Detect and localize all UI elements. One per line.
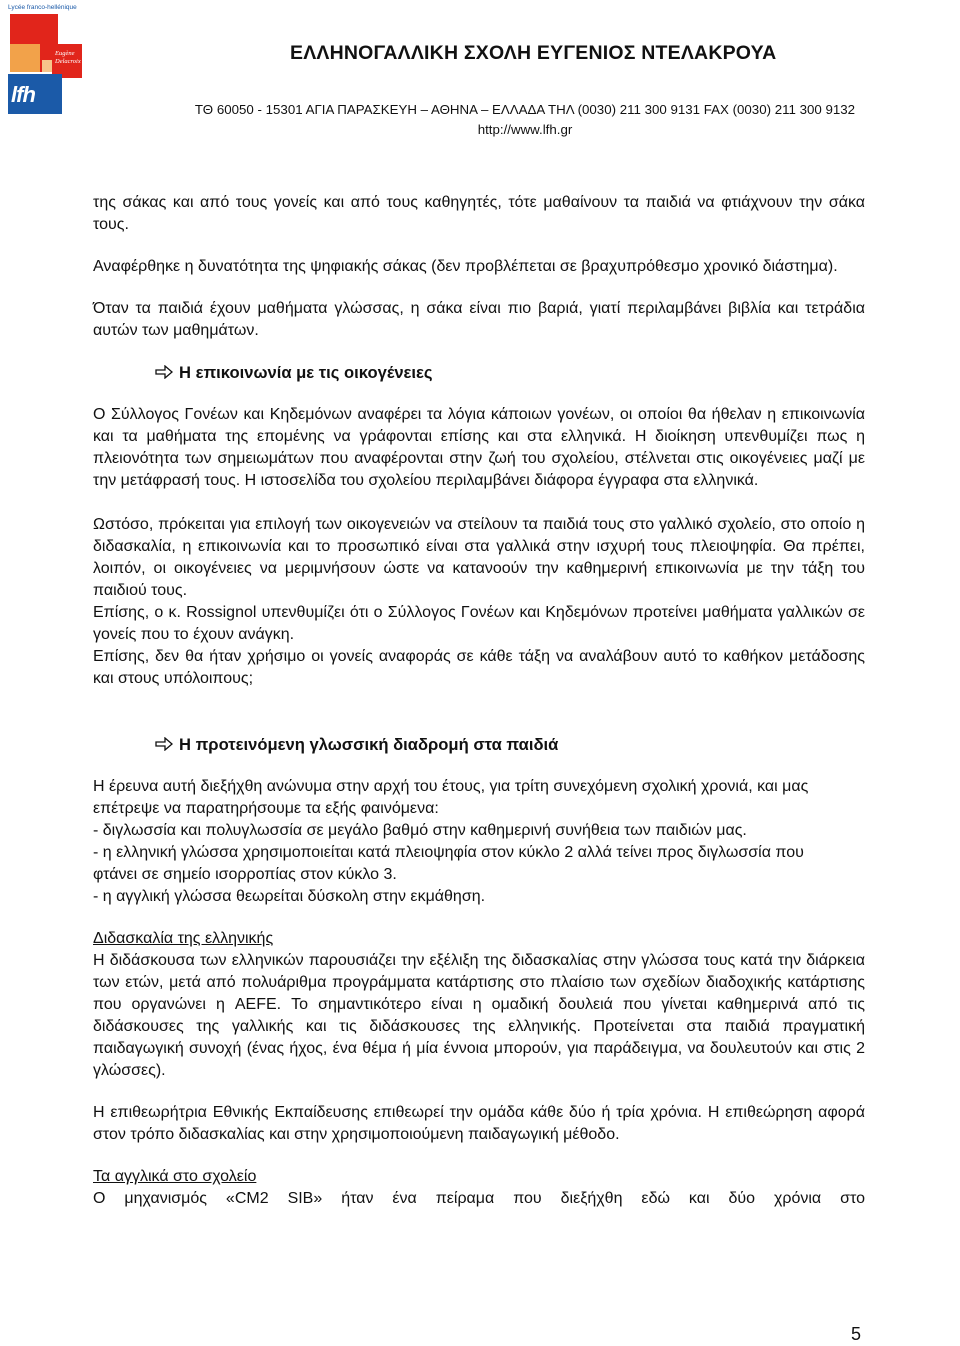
list-item: - η αγγλική γλώσσα θεωρείται δύσκολη στην εκμάθηση. [93, 888, 486, 905]
paragraph: Αναφέρθηκε η δυνατότητα της ψηφιακής σάκας (δεν προβλέπεται σε βραχυπρόθεσμο χρονικό διάστημα). [93, 258, 838, 275]
section-heading-communication [93, 362, 865, 384]
paragraph: Η διδάσκουσα των ελληνικών παρουσιάζει την εξέλιξη της διδασκαλίας στην γλώσσα τους κατά την διάρκεια των ετών, μετά από πολυάριθμα προγράμματα κατάρτισης στο πλαίσιο των σχεδίων διαδοχικής κατάρτισης που οργανώνει η AEFE. Το σημαντικότερο είναι η ομαδική δουλειά που γίνεται καθημερινά από τις διδάσκουσες της γαλλικής και τις διδάσκουσες της ελληνικής. Προτείνεται στα παιδιά πραγματική παιδαγωγική συνοχή (ένας ήχος, ένα θέμα ή μία έννοια μπορούν, για παράδειγμα, να δουλευτούν και στις 2 γλώσσες). [93, 952, 865, 1079]
logo-top-text: Lycée franco-hellénique [8, 4, 77, 11]
subheading-english-at-school: Τα αγγλικά στο σχολείο [93, 1168, 257, 1185]
subheading-greek-teaching: Διδασκαλία της ελληνικής [93, 930, 274, 947]
section-heading-text: Η προτεινόμενη γλωσσική διαδρομή στα παιδιά [179, 735, 559, 754]
school-logo [8, 4, 82, 114]
logo-wordmark: Eugène Delacroix [55, 50, 81, 65]
list-item: - διγλωσσία και πολυγλωσσία σε μεγάλο βαθμό στην καθημερινή συνήθεια των παιδιών μας. [93, 822, 747, 839]
paragraph: Όταν τα παιδιά έχουν μαθήματα γλώσσας, η σάκα είναι πιο βαριά, γιατί περιλαμβάνει βιβλία και τετράδια αυτών των μαθημάτων. [93, 300, 865, 339]
paragraph: Η επιθεωρήτρια Εθνικής Εκπαίδευσης επιθεωρεί την ομάδα κάθε δύο ή τρία χρόνια. Η επιθεώρηση αφορά στον τρόπο διδασκαλίας και στην χρησιμοποιούμενη παιδαγωγική μέθοδο. [93, 1104, 865, 1143]
page-number: 5 [851, 1324, 862, 1344]
arrow-right-icon [155, 737, 173, 751]
website-link[interactable]: http://www.lfh.gr [477, 122, 573, 137]
paragraph: Ωστόσο, πρόκειται για επιλογή των οικογενειών να στείλουν τα παιδιά τους στο γαλλικό σχολείο, στο οποίο η διδασκαλία, η επικοινωνία και το προσωπικό είναι στα γαλλικά στην ισχυρή τους πλειοψηφία. Θα πρέπει, λοιπόν, οι οικογένειες να μεριμνήσουν ώστε να κατανοούν την καθημερινή επικοινωνία με την τάξη του παιδιού τους. [93, 516, 865, 599]
section-heading-language-path [93, 734, 865, 756]
paragraph: Ο Σύλλογος Γονέων και Κηδεμόνων αναφέρει τα λόγια κάποιων γονέων, οι οποίοι θα ήθελαν η επικοινωνία και τα μαθήματα της επομένης να γράφονται επίσης και στα ελληνικά. Η διοίκηση υπενθυμίζει πως η πλειονότητα των σημειωμάτων που αναφέρονται στην ζωή του σχολείου, στέλνεται στις οικογένειες μαζί με την μετάφρασή τους. Η ιστοσελίδα του σχολείου περιλαμβάνει διάφορα έγγραφα στα ελληνικά. [93, 406, 865, 489]
paragraph: Η έρευνα αυτή διεξήχθη ανώνυμα στην αρχή του έτους, για τρίτη συνεχόμενη σχολική χρονιά, και μας επέτρεψε να παρατηρήσουμε τα εξής φαινόμενα: [93, 778, 809, 817]
paragraph: Επίσης, ο κ. Rossignol υπενθυμίζει ότι ο Σύλλογος Γονέων και Κηδεμόνων προτείνει μαθήματα γαλλικών σε γονείς που το έχουν ανάγκη. [93, 604, 865, 643]
list-item: - η ελληνική γλώσσα χρησιμοποιείται κατά πλειοψηφία στον κύκλο 2 αλλά τείνει προς διγλωσσία που φτάνει σε σημείο ισορροπίας στον κύκλο 3. [93, 844, 804, 883]
document-body [93, 192, 865, 1210]
school-name: ΕΛΛΗΝΟΓΑΛΛΙΚΗ ΣΧΟΛΗ ΕΥΓΕΝΙΟΣ ΝΤΕΛΑΚΡΟΥΑ [290, 42, 777, 64]
logo-lfh: lfh [11, 82, 35, 107]
section-heading-text: Η επικοινωνία με τις οικογένειες [179, 363, 433, 382]
arrow-right-icon [155, 365, 173, 379]
address-line: ΤΘ 60050 - 15301 ΑΓΙΑ ΠΑΡΑΣΚΕΥΗ – ΑΘΗΝΑ – ΕΛΛΑΔΑ ΤΗΛ (0030) 211 300 9131 FAX (0030) 211 300 9132 [194, 102, 856, 117]
paragraph: Ο μηχανισμός «CM2 SIB» ήταν ένα πείραμα που διεξήχθη εδώ και δύο χρόνια στο [93, 1190, 865, 1207]
paragraph: Επίσης, δεν θα ήταν χρήσιμο οι γονείς αναφοράς σε κάθε τάξη να αναλάβουν αυτό το καθήκον μετάδοσης και στους υπόλοιπους; [93, 648, 865, 687]
paragraph: της σάκας και από τους γονείς και από τους καθηγητές, τότε μαθαίνουν τα παιδιά να φτιάχνουν την σάκα τους. [93, 194, 865, 233]
